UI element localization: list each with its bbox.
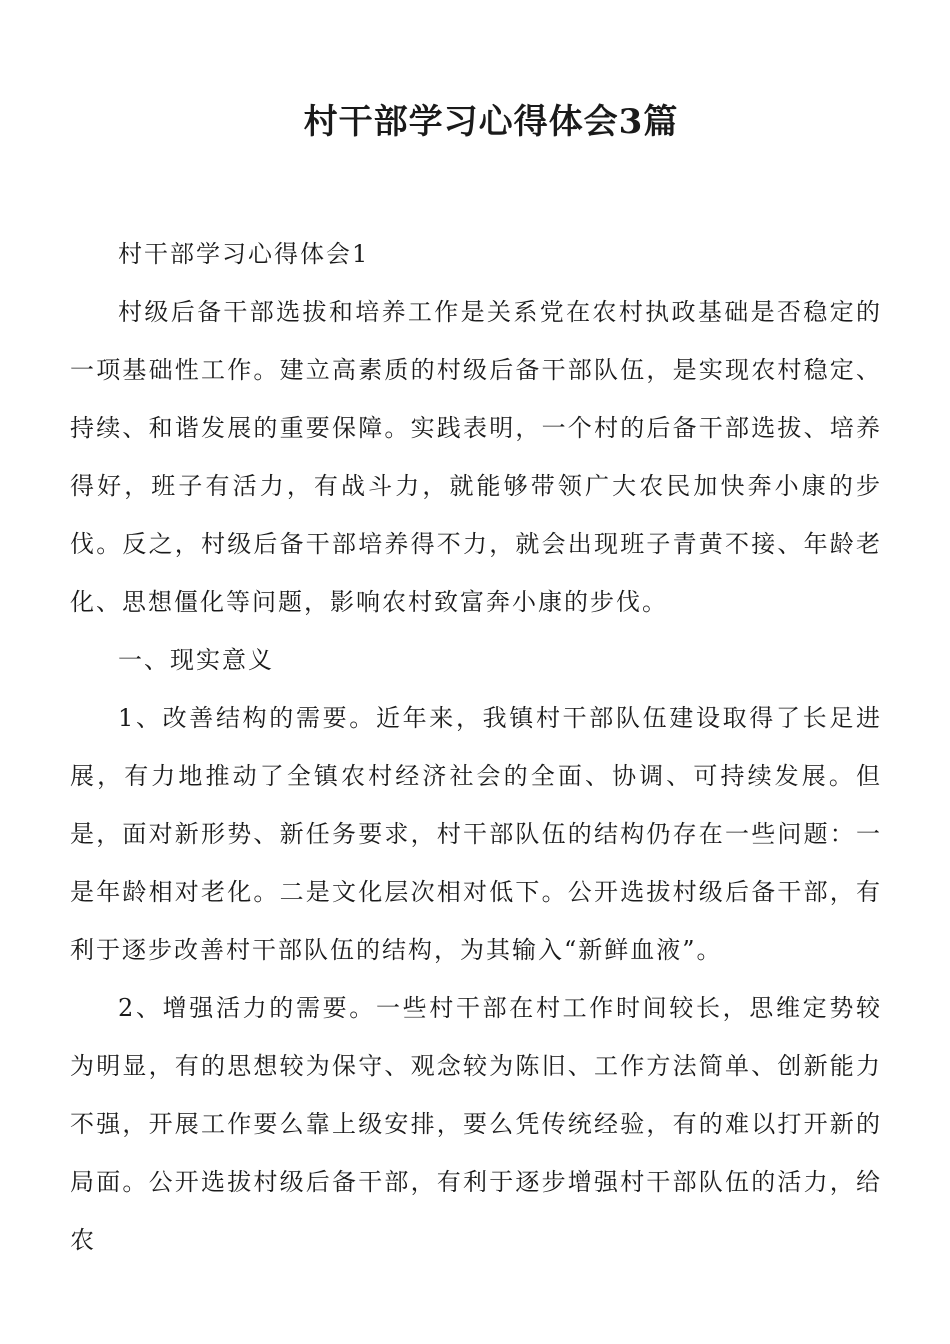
body-paragraph: 村级后备干部选拔和培养工作是关系党在农村执政基础是否稳定的一项基础性工作。建立高素质的村级后备干部队伍，是实现农村稳定、持续、和谐发展的重要保障。实践表明，一个村的后备干部选拔、培养得好，班子有活力，有战斗力，就能够带领广大农民加快奔小康的步伐。反之，村级后备干部培养得不力，就会出现班子青黄不接、年龄老化、思想僵化等问题，影响农村致富奔小康的步伐。 bbox=[70, 298, 882, 616]
document-body bbox=[70, 225, 882, 1269]
section-heading: 村干部学习心得体会1 bbox=[118, 240, 370, 268]
body-paragraph: 1、改善结构的需要。近年来，我镇村干部队伍建设取得了长足进展，有力地推动了全镇农村经济社会的全面、协调、可持续发展。但是，面对新形势、新任务要求，村干部队伍的结构仍存在一些问题：一是年龄相对老化。二是文化层次相对低下。公开选拔村级后备干部，有利于逐步改善村干部队伍的结构，为其输入“新鲜血液”。 bbox=[70, 704, 882, 964]
body-paragraph: 2、增强活力的需要。一些村干部在村工作时间较长，思维定势较为明显，有的思想较为保守、观念较为陈旧、工作方法简单、创新能力不强，开展工作要么靠上级安排，要么凭传统经验，有的难以打开新的局面。公开选拔村级后备干部，有利于逐步增强村干部队伍的活力，给农 bbox=[70, 994, 882, 1254]
document-title: 村干部学习心得体会3篇 bbox=[303, 102, 679, 142]
subsection-heading: 一、现实意义 bbox=[118, 646, 274, 674]
